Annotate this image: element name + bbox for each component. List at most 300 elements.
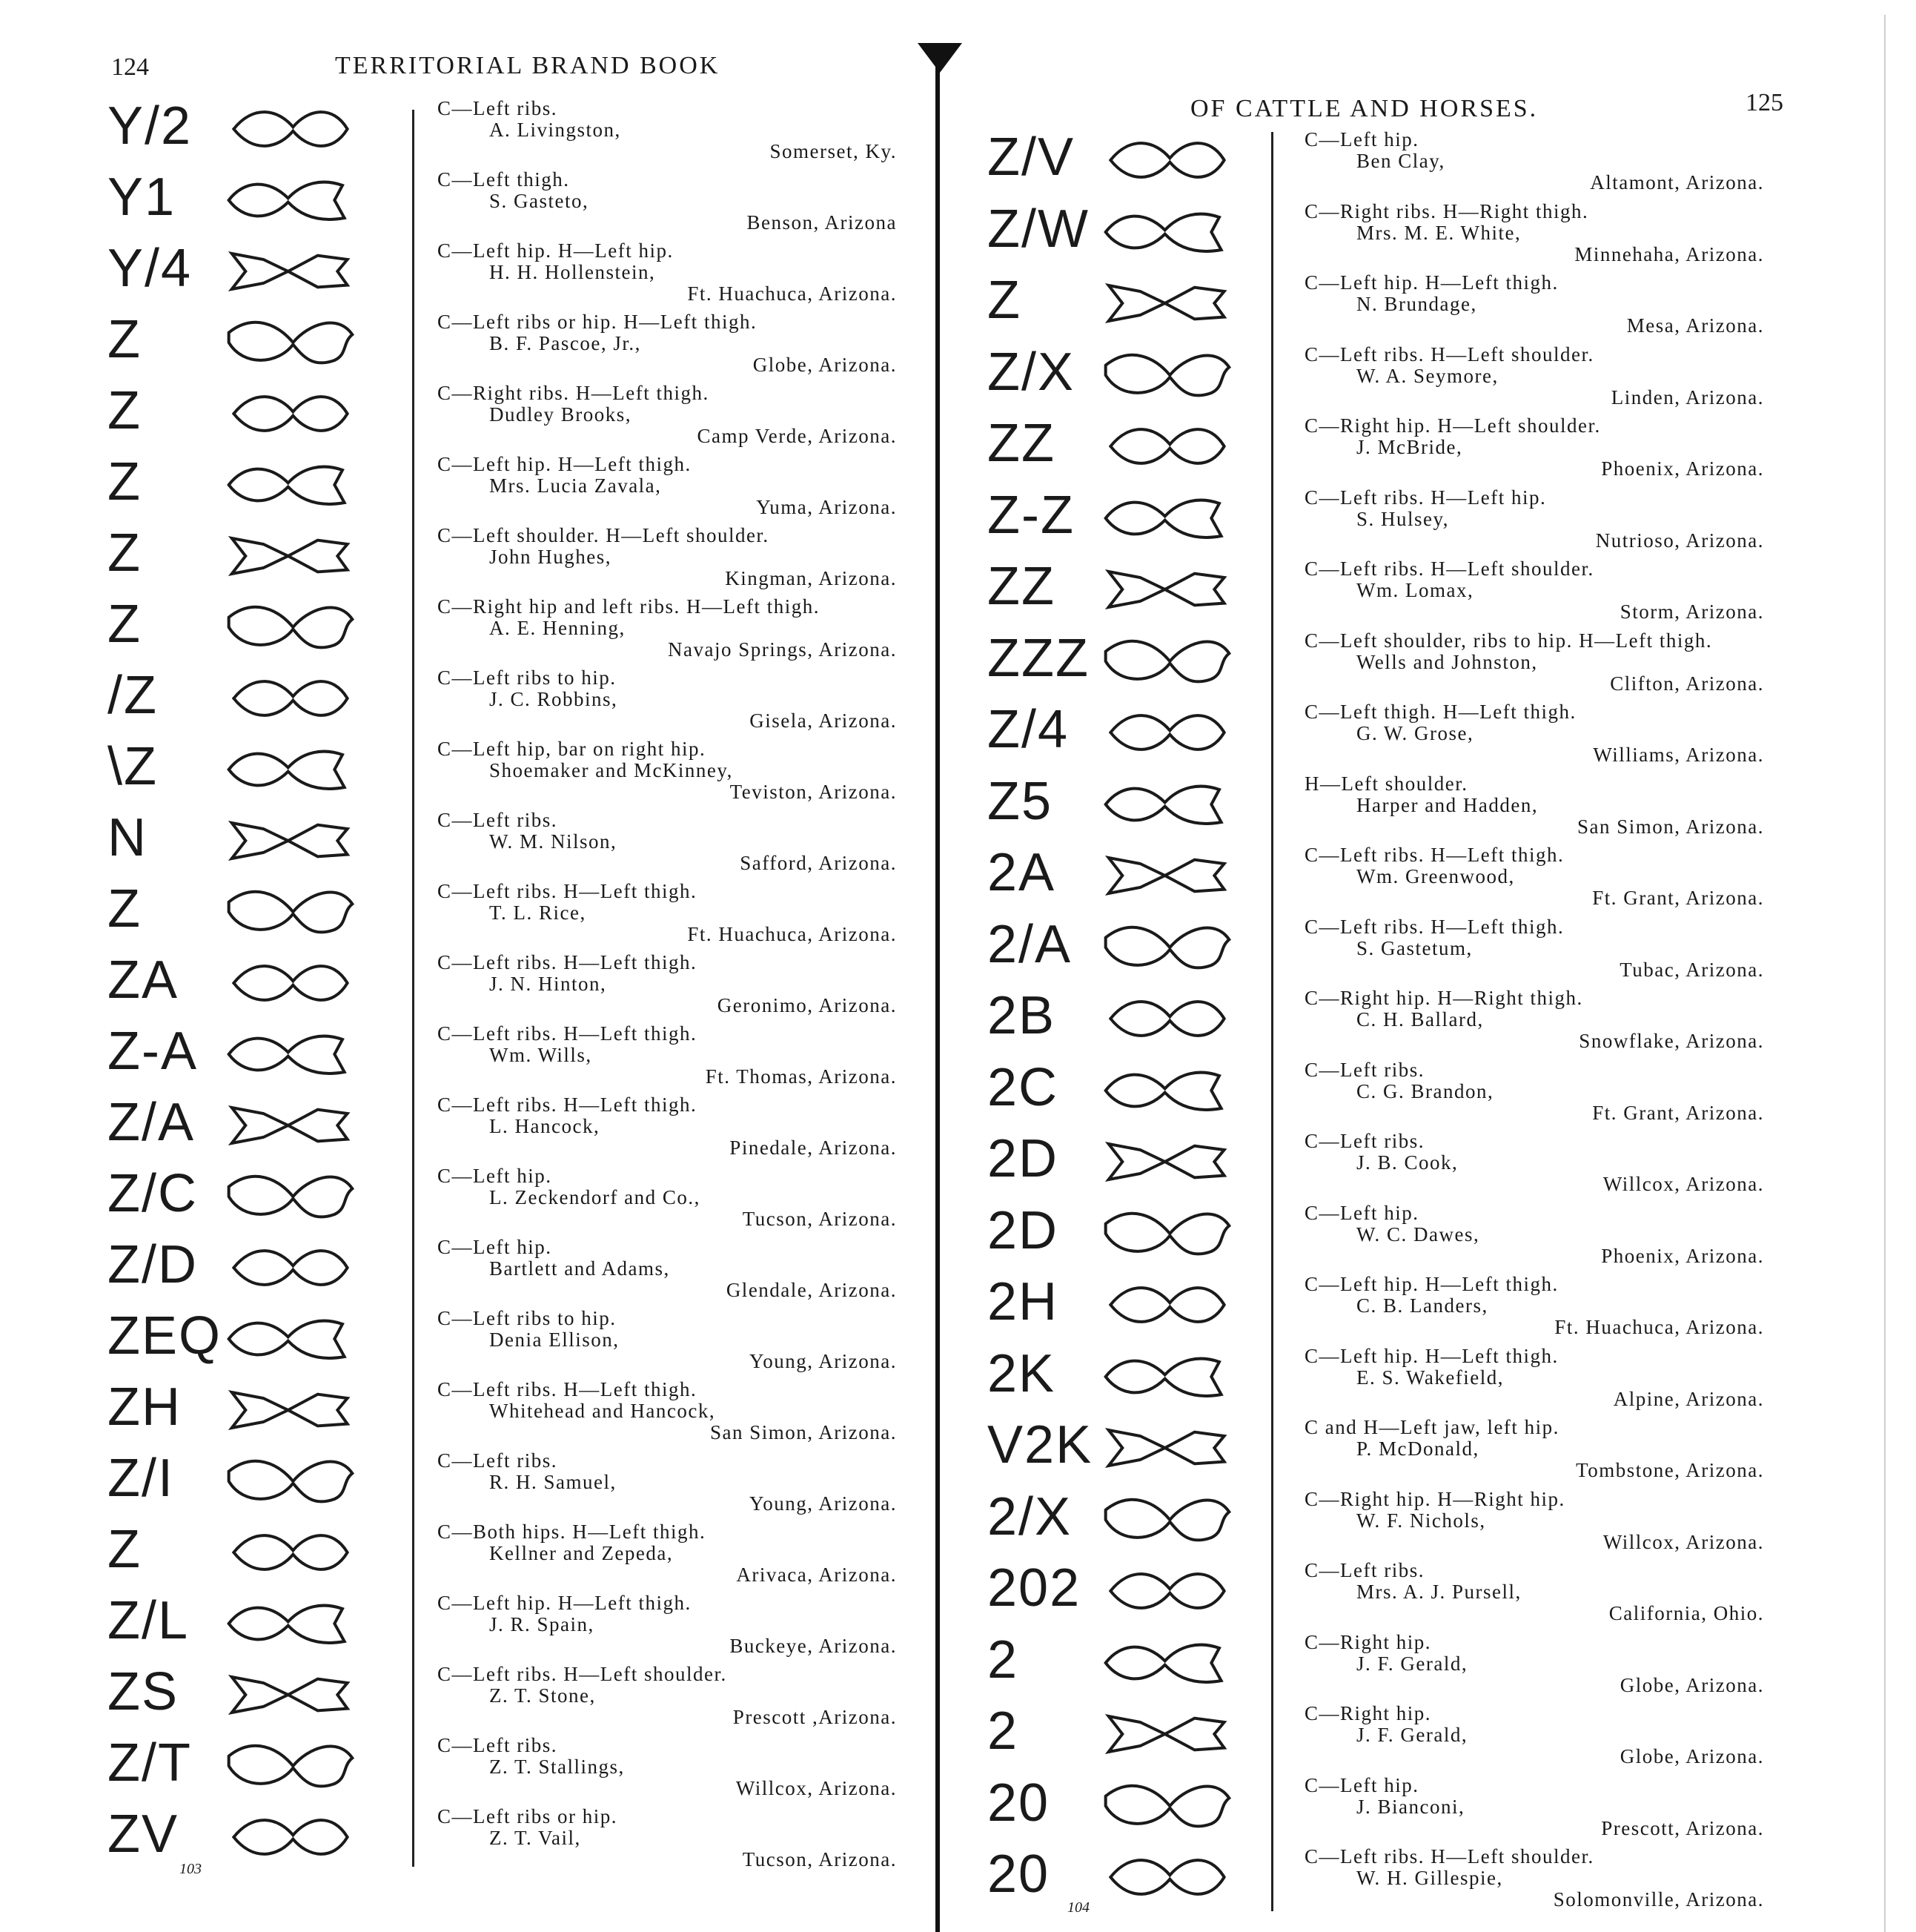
entry-text <box>1305 1702 1764 1767</box>
entry-text <box>437 453 897 518</box>
marks-text: C—Left ribs. H—Left thigh. <box>437 951 697 973</box>
owner-name: Wm. Wills, <box>489 1044 592 1066</box>
brand-mark: 2D <box>987 1200 1059 1260</box>
entry-text <box>1305 414 1764 480</box>
owner-name: C. H. Ballard, <box>1356 1008 1484 1030</box>
owner-location: Ft. Thomas, Arizona. <box>705 1065 897 1088</box>
brand-mark: Y/2 <box>107 96 193 156</box>
brand-mark: 2 <box>987 1701 1019 1761</box>
owner-name: W. H. Gillespie, <box>1356 1867 1503 1889</box>
marks-text: C—Left hip. <box>1305 128 1419 150</box>
marks-text: C—Left ribs. <box>437 1734 557 1756</box>
owner-location: Globe, Arizona. <box>1620 1745 1764 1767</box>
marks-text: C—Left ribs. <box>1305 1130 1425 1152</box>
hide-diagram-icon <box>1093 1418 1242 1478</box>
owner-name: A. E. Henning, <box>489 617 626 639</box>
owner-location: Benson, Arizona <box>746 211 897 234</box>
page-gutter <box>935 44 940 1932</box>
marks-text: C—Left thigh. H—Left thigh. <box>1305 701 1577 723</box>
owner-name: W. M. Nilson, <box>489 830 617 853</box>
owner-name: T. L. Rice, <box>489 902 586 924</box>
entry-text <box>1305 1630 1764 1696</box>
brand-mark: 2D <box>987 1129 1059 1188</box>
entry-text <box>437 1805 897 1870</box>
owner-name: Z. T. Stallings, <box>489 1756 625 1778</box>
entry-text <box>1305 701 1764 766</box>
brand-mark: ZZZ <box>987 628 1090 688</box>
owner-name: J. R. Spain, <box>489 1613 594 1635</box>
entry-text <box>1305 1130 1764 1195</box>
owner-location: Phoenix, Arizona. <box>1601 1244 1764 1267</box>
owner-location: Globe, Arizona. <box>752 354 897 376</box>
marks-text: C—Left ribs to hip. <box>437 666 617 689</box>
hide-diagram-icon <box>1093 1347 1242 1406</box>
hide-diagram-icon <box>1093 1776 1242 1836</box>
entry-text <box>1305 486 1764 552</box>
hide-diagram-icon <box>1093 632 1242 691</box>
brand-mark: Z5 <box>987 771 1053 831</box>
owner-name: J. B. Cook, <box>1356 1151 1459 1174</box>
marks-text: C—Right hip. H—Right thigh. <box>1305 987 1583 1009</box>
hide-diagram-icon <box>1093 417 1242 476</box>
brand-mark: ZA <box>107 950 179 1010</box>
brand-mark: Z/D <box>107 1235 198 1294</box>
brand-mark: 2 <box>987 1630 1019 1690</box>
marks-text: C—Left ribs. H—Left shoulder. <box>1305 1845 1594 1868</box>
brand-mark: Z/W <box>987 199 1090 259</box>
entry-text <box>437 1663 897 1728</box>
owner-location: Solomonville, Arizona. <box>1553 1888 1764 1911</box>
entry-text <box>437 168 897 234</box>
brand-mark: Z/V <box>987 128 1075 187</box>
marks-text: C—Left ribs. H—Left thigh. <box>1305 844 1565 866</box>
marks-text: C—Left ribs. H—Left thigh. <box>437 1022 697 1045</box>
owner-location: Arivaca, Arizona. <box>736 1564 897 1586</box>
entry-text <box>1305 199 1764 265</box>
marks-text: C—Left shoulder. H—Left shoulder. <box>437 524 769 546</box>
marks-text: C—Left ribs. H—Left thigh. <box>1305 915 1565 938</box>
entry-text <box>1305 1273 1764 1338</box>
hide-diagram-icon <box>216 1523 365 1582</box>
brand-mark: Z/L <box>107 1591 190 1650</box>
entry-text <box>437 239 897 305</box>
brand-mark: /Z <box>107 666 158 725</box>
brand-mark: ZEQ <box>107 1306 222 1366</box>
brand-mark: Z <box>107 523 142 583</box>
marks-text: C—Left hip. <box>437 1236 552 1258</box>
entry-text <box>437 1592 897 1657</box>
hide-diagram-icon <box>1093 846 1242 905</box>
hide-diagram-icon <box>216 1665 365 1724</box>
owner-name: J. McBride, <box>1356 436 1463 458</box>
owner-location: Alpine, Arizona. <box>1613 1387 1764 1410</box>
brand-mark: 202 <box>987 1558 1081 1618</box>
hide-diagram-icon <box>1093 274 1242 333</box>
hide-diagram-icon <box>216 953 365 1013</box>
brand-mark: Z/C <box>107 1164 198 1223</box>
owner-name: Dudley Brooks, <box>489 403 632 426</box>
brand-mark: 2A <box>987 843 1056 902</box>
owner-name: S. Gastetum, <box>1356 936 1473 959</box>
marks-text: C—Left ribs or hip. <box>437 1805 617 1827</box>
hide-diagram-icon <box>1093 1847 1242 1907</box>
left-page-title: TERRITORIAL BRAND BOOK <box>335 52 720 79</box>
marks-text: C—Left ribs. H—Left shoulder. <box>1305 343 1594 365</box>
entry-text <box>437 524 897 589</box>
marks-text: C—Both hips. H—Left thigh. <box>437 1521 706 1543</box>
owner-location: Tucson, Arizona. <box>742 1208 897 1230</box>
owner-location: Yuma, Arizona. <box>756 496 897 518</box>
right-page-number: 125 <box>1746 89 1783 116</box>
entry-text <box>437 1307 897 1372</box>
owner-location: Somerset, Ky. <box>769 140 897 162</box>
entry-text <box>437 951 897 1016</box>
owner-location: Globe, Arizona. <box>1620 1673 1764 1696</box>
entry-text <box>1305 1487 1764 1553</box>
hide-diagram-icon <box>216 669 365 728</box>
hide-diagram-icon <box>216 882 365 942</box>
owner-location: Tucson, Arizona. <box>742 1848 897 1870</box>
marks-text: C—Left ribs or hip. H—Left thigh. <box>437 311 758 333</box>
owner-name: Harper and Hadden, <box>1356 793 1539 816</box>
marks-text: C—Left ribs. H—Left hip. <box>1305 486 1547 509</box>
marks-text: C and H—Left jaw, left hip. <box>1305 1416 1559 1438</box>
brand-mark: ZZ <box>987 414 1055 473</box>
owner-name: J. N. Hinton, <box>489 973 607 995</box>
entry-text <box>1305 844 1764 909</box>
owner-name: W. F. Nichols, <box>1356 1509 1486 1532</box>
owner-name: A. Livingston, <box>489 119 621 141</box>
owner-name: J. C. Robbins, <box>489 688 618 710</box>
owner-name: Z. T. Vail, <box>489 1827 581 1849</box>
hide-diagram-icon <box>216 1736 365 1796</box>
owner-name: Wells and Johnston, <box>1356 650 1538 673</box>
page-edge <box>1884 15 1886 1932</box>
owner-location: Buckeye, Arizona. <box>729 1635 897 1657</box>
brand-mark: Z/X <box>987 342 1075 402</box>
hide-diagram-icon <box>1093 130 1242 190</box>
hide-diagram-icon <box>1093 1132 1242 1191</box>
entry-text <box>1305 1416 1764 1481</box>
owner-name: J. F. Gerald, <box>1356 1652 1468 1675</box>
marks-text: C—Left hip. <box>437 1165 552 1187</box>
owner-location: Prescott ,Arizona. <box>732 1706 897 1728</box>
left-page-number: 124 <box>111 53 149 81</box>
hide-diagram-icon <box>216 1167 365 1226</box>
owner-location: Williams, Arizona. <box>1593 744 1764 766</box>
entry-text <box>1305 915 1764 981</box>
brand-mark: Z-A <box>107 1022 198 1081</box>
left-folio: 103 <box>179 1861 202 1877</box>
hide-diagram-icon <box>216 1309 365 1369</box>
entry-text <box>1305 1344 1764 1410</box>
entry-text <box>437 666 897 732</box>
owner-name: Whitehead and Hancock, <box>489 1400 716 1422</box>
marks-text: C—Right hip. <box>1305 1702 1432 1724</box>
right-folio: 104 <box>1067 1899 1090 1916</box>
brand-mark: Z <box>107 1520 142 1579</box>
entry-text <box>1305 271 1764 337</box>
entry-text <box>437 738 897 803</box>
hide-diagram-icon <box>1093 918 1242 977</box>
owner-name: L. Hancock, <box>489 1115 600 1137</box>
entry-text <box>437 311 897 376</box>
brand-mark: Y1 <box>107 168 176 227</box>
entry-text <box>1305 128 1764 193</box>
brand-mark: ZZ <box>987 557 1055 616</box>
hide-diagram-icon <box>216 1025 365 1084</box>
entry-text <box>1305 1058 1764 1124</box>
marks-text: C—Left hip. <box>1305 1773 1419 1796</box>
brand-mark: ZH <box>107 1377 182 1437</box>
marks-text: C—Left ribs. <box>437 97 557 119</box>
hide-diagram-icon <box>1093 1704 1242 1764</box>
hide-diagram-icon <box>216 740 365 799</box>
owner-location: Young, Arizona. <box>749 1492 897 1515</box>
owner-location: Linden, Arizona. <box>1611 386 1764 408</box>
marks-text: C—Left ribs. H—Left thigh. <box>437 1378 697 1400</box>
brand-mark: Z <box>107 381 142 440</box>
marks-text: C—Left hip, bar on right hip. <box>437 738 706 760</box>
marks-text: C—Right hip. H—Left shoulder. <box>1305 414 1601 437</box>
owner-name: E. S. Wakefield, <box>1356 1366 1505 1389</box>
owner-location: Ft. Huachuca, Arizona. <box>1554 1316 1764 1338</box>
marks-text: C—Right hip and left ribs. H—Left thigh. <box>437 595 820 618</box>
marks-text: C—Left ribs. H—Left shoulder. <box>1305 558 1594 580</box>
brand-mark: Z <box>107 310 142 369</box>
hide-diagram-icon <box>216 1807 365 1867</box>
owner-location: Nutrioso, Arizona. <box>1595 529 1764 552</box>
hide-diagram-icon <box>216 1452 365 1511</box>
owner-location: San Simon, Arizona. <box>1577 815 1764 838</box>
hide-diagram-icon <box>1093 703 1242 762</box>
hide-diagram-icon <box>1093 1490 1242 1549</box>
brand-mark: Z/A <box>107 1093 196 1152</box>
hide-diagram-icon <box>1093 202 1242 262</box>
brand-mark: ZV <box>107 1804 179 1864</box>
entry-text <box>437 1521 897 1586</box>
entry-text <box>437 1734 897 1799</box>
owner-location: Geronimo, Arizona. <box>717 994 897 1016</box>
owner-name: J. F. Gerald, <box>1356 1724 1468 1746</box>
marks-text: C—Right hip. H—Right hip. <box>1305 1487 1565 1510</box>
owner-name: Wm. Lomax, <box>1356 579 1474 601</box>
hide-diagram-icon <box>1093 560 1242 619</box>
marks-text: C—Right ribs. H—Right thigh. <box>1305 199 1589 222</box>
owner-name: Denia Ellison, <box>489 1329 620 1351</box>
owner-location: Willcox, Arizona. <box>1602 1173 1764 1195</box>
entry-text <box>437 880 897 945</box>
entry-text <box>1305 1845 1764 1911</box>
entry-text <box>1305 629 1764 695</box>
right-column-rule <box>1271 132 1273 1911</box>
owner-location: California, Ohio. <box>1608 1602 1764 1624</box>
owner-location: San Simon, Arizona. <box>710 1421 897 1443</box>
owner-location: Ft. Grant, Arizona. <box>1592 1101 1764 1124</box>
hide-diagram-icon <box>1093 1561 1242 1621</box>
hide-diagram-icon <box>216 242 365 301</box>
entry-text <box>437 1236 897 1301</box>
entry-text <box>1305 558 1764 623</box>
brand-mark: Z <box>987 271 1021 330</box>
owner-name: Kellner and Zepeda, <box>489 1542 674 1564</box>
marks-text: C—Left thigh. <box>437 168 570 191</box>
right-page-title: OF CATTLE AND HORSES. <box>1190 95 1539 122</box>
hide-diagram-icon <box>216 171 365 230</box>
owner-location: Minnehaha, Arizona. <box>1574 242 1764 265</box>
marks-text: C—Left ribs. H—Left thigh. <box>437 880 697 902</box>
entry-text <box>1305 343 1764 408</box>
owner-location: Glendale, Arizona. <box>726 1279 897 1301</box>
owner-location: Willcox, Arizona. <box>735 1777 897 1799</box>
owner-name: Bartlett and Adams, <box>489 1257 670 1280</box>
entry-text <box>437 595 897 661</box>
marks-text: H—Left shoulder. <box>1305 772 1468 795</box>
marks-text: C—Left shoulder, ribs to hip. H—Left thigh. <box>1305 629 1713 652</box>
brand-mark: Z <box>107 595 142 654</box>
hide-diagram-icon <box>216 811 365 870</box>
entry-text <box>1305 772 1764 838</box>
marks-text: C—Left hip. H—Left thigh. <box>437 1592 692 1614</box>
owner-name: S. Gasteto, <box>489 190 589 212</box>
owner-name: John Hughes, <box>489 546 611 568</box>
brand-mark: 2/X <box>987 1486 1073 1546</box>
brand-mark: 2/A <box>987 914 1073 974</box>
owner-location: Mesa, Arizona. <box>1626 314 1764 337</box>
owner-location: Kingman, Arizona. <box>725 567 897 589</box>
entry-text <box>437 809 897 874</box>
marks-text: C—Left hip. <box>1305 1201 1419 1224</box>
marks-text: C—Left hip. H—Left thigh. <box>437 453 692 475</box>
hide-diagram-icon <box>216 1594 365 1653</box>
owner-location: Ft. Huachuca, Arizona. <box>687 923 897 945</box>
owner-location: Clifton, Arizona. <box>1610 672 1764 695</box>
owner-name: W. C. Dawes, <box>1356 1223 1480 1245</box>
brand-mark: Z <box>107 879 142 939</box>
entry-text <box>437 1449 897 1515</box>
brand-mark: 2B <box>987 986 1056 1045</box>
owner-name: L. Zeckendorf and Co., <box>489 1186 700 1208</box>
owner-name: S. Hulsey, <box>1356 507 1450 530</box>
owner-name: Wm. Greenwood, <box>1356 865 1515 887</box>
owner-location: Altamont, Arizona. <box>1590 171 1764 193</box>
owner-location: Willcox, Arizona. <box>1602 1530 1764 1553</box>
entry-text <box>437 382 897 447</box>
owner-name: R. H. Samuel, <box>489 1471 617 1493</box>
entry-text <box>1305 1559 1764 1624</box>
hide-diagram-icon <box>1093 1061 1242 1120</box>
owner-name: N. Brundage, <box>1356 293 1477 315</box>
owner-location: Young, Arizona. <box>749 1350 897 1372</box>
owner-location: Camp Verde, Arizona. <box>697 425 897 447</box>
hide-diagram-icon <box>1093 989 1242 1048</box>
owner-name: C. B. Landers, <box>1356 1294 1488 1317</box>
brand-mark: N <box>107 808 147 867</box>
entry-text <box>437 1378 897 1443</box>
owner-location: Prescott, Arizona. <box>1601 1816 1764 1839</box>
brand-mark: V2K <box>987 1415 1093 1475</box>
owner-location: Navajo Springs, Arizona. <box>668 638 897 661</box>
hide-diagram-icon <box>216 526 365 586</box>
owner-name: H. H. Hollenstein, <box>489 261 656 283</box>
hide-diagram-icon <box>1093 345 1242 405</box>
entry-text <box>1305 987 1764 1052</box>
hide-diagram-icon <box>1093 489 1242 548</box>
hide-diagram-icon <box>216 455 365 515</box>
entry-text <box>437 1022 897 1088</box>
marks-text: C—Left ribs. <box>437 809 557 831</box>
hide-diagram-icon <box>216 1096 365 1155</box>
hide-diagram-icon <box>1093 1204 1242 1263</box>
hide-diagram-icon <box>1093 775 1242 834</box>
owner-location: Tombstone, Arizona. <box>1576 1459 1764 1481</box>
entry-text <box>1305 1773 1764 1839</box>
owner-name: Mrs. Lucia Zavala, <box>489 474 662 497</box>
marks-text: C—Left hip. H—Left thigh. <box>1305 1344 1559 1367</box>
entry-text <box>437 1094 897 1159</box>
owner-name: W. A. Seymore, <box>1356 364 1499 387</box>
marks-text: C—Left ribs. <box>1305 1559 1425 1581</box>
owner-name: C. G. Brandon, <box>1356 1079 1494 1102</box>
owner-location: Tubac, Arizona. <box>1620 958 1764 981</box>
owner-name: Z. T. Stone, <box>489 1684 596 1707</box>
hide-diagram-icon <box>216 99 365 159</box>
brand-mark: 2H <box>987 1272 1059 1331</box>
brand-mark: 2C <box>987 1057 1059 1117</box>
owner-location: Phoenix, Arizona. <box>1601 457 1764 480</box>
owner-location: Gisela, Arizona. <box>749 709 897 732</box>
owner-name: Ben Clay, <box>1356 150 1445 172</box>
brand-mark: Z/T <box>107 1733 192 1793</box>
marks-text: C—Left ribs to hip. <box>437 1307 617 1329</box>
brand-mark: ZS <box>107 1662 179 1721</box>
brand-mark: \Z <box>107 737 158 796</box>
owner-name: B. F. Pascoe, Jr., <box>489 332 641 354</box>
hide-diagram-icon <box>216 598 365 657</box>
owner-name: G. W. Grose, <box>1356 722 1474 744</box>
owner-location: Ft. Huachuca, Arizona. <box>687 282 897 305</box>
owner-location: Snowflake, Arizona. <box>1579 1030 1764 1052</box>
brand-mark: Z-Z <box>987 485 1075 545</box>
marks-text: C—Left hip. H—Left thigh. <box>1305 1273 1559 1295</box>
marks-text: C—Left ribs. H—Left shoulder. <box>437 1663 727 1685</box>
marks-text: C—Left hip. H—Left thigh. <box>1305 271 1559 294</box>
entry-text <box>437 97 897 162</box>
left-column-rule <box>412 110 414 1867</box>
brand-mark: Z <box>107 452 142 512</box>
owner-name: Mrs. A. J. Pursell, <box>1356 1581 1522 1603</box>
brand-mark: 20 <box>987 1845 1050 1904</box>
hide-diagram-icon <box>216 384 365 443</box>
owner-name: P. McDonald, <box>1356 1438 1479 1460</box>
owner-location: Ft. Grant, Arizona. <box>1592 887 1764 909</box>
brand-mark: 2K <box>987 1343 1056 1403</box>
hide-diagram-icon <box>1093 1275 1242 1334</box>
owner-location: Safford, Arizona. <box>740 852 897 874</box>
brand-mark: Z/4 <box>987 700 1070 759</box>
marks-text: C—Right hip. <box>1305 1630 1432 1653</box>
owner-name: Mrs. M. E. White, <box>1356 221 1522 244</box>
hide-diagram-icon <box>216 313 365 372</box>
marks-text: C—Left ribs. <box>1305 1058 1425 1081</box>
marks-text: C—Left ribs. H—Left thigh. <box>437 1094 697 1116</box>
hide-diagram-icon <box>216 1380 365 1440</box>
owner-location: Storm, Arizona. <box>1620 601 1764 623</box>
brand-mark: 20 <box>987 1773 1050 1833</box>
marks-text: C—Left ribs. <box>437 1449 557 1472</box>
owner-name: J. Bianconi, <box>1356 1795 1465 1818</box>
brand-mark: Z/I <box>107 1449 174 1508</box>
